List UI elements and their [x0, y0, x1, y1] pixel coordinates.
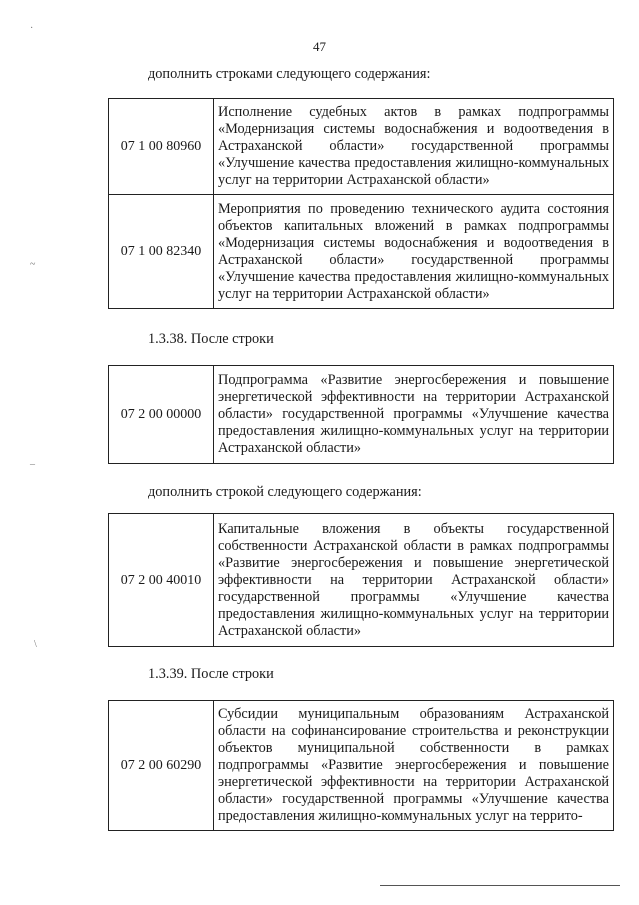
intro-text-rows: дополнить строками следующего содержания: — [148, 66, 431, 82]
intro-text-row: дополнить строкой следующего содержания: — [148, 484, 422, 500]
scan-speck: · — [30, 23, 34, 34]
budget-description-cell: Мероприятия по проведению технического аудита состояния объектов капитальных вложений в рамках подпрограммы «Модернизация системы водоснабжения и водоотведения в Астраханской области» государственной программы «Улучшение качества предоставления жилищно-коммунальных услуг на территории Астраханской области» — [214, 195, 614, 309]
budget-codes-table-1 — [108, 98, 614, 309]
budget-description-cell: Капитальные вложения в объекты государственной собственности Астраханской области в рамках подпрограммы «Развитие энергосбережения и повышение энергетической эффективности на территории Астраханской области» государственной программы «Улучшение качества предоставления жилищно-коммунальных услуг на территории Астраханской области» — [214, 514, 614, 647]
table-row — [109, 366, 614, 464]
scan-speck: – — [30, 459, 35, 470]
budget-codes-table-4 — [108, 700, 614, 831]
scan-speck: ~ — [30, 259, 36, 270]
budget-code-cell: 07 2 00 00000 — [109, 366, 214, 464]
table-row — [109, 99, 614, 195]
budget-code-cell: 07 2 00 60290 — [109, 701, 214, 831]
table-row — [109, 701, 614, 831]
budget-codes-table-3 — [108, 513, 614, 647]
budget-description-cell: Субсидии муниципальным образованиям Астраханской области на софинансирование строительства и реконструкции объектов муниципальной собственности в рамках подпрограммы «Развитие энергосбережения и повышение энергетической эффективности на территории Астраханской области» государственной программы «Улучшение качества предоставления жилищно-коммунальных услуг на террито- — [214, 701, 614, 831]
budget-description-cell: Подпрограмма «Развитие энергосбережения и повышение энергетической эффективности на территории Астраханской области» государственной программы «Улучшение качества предоставления жилищно-коммунальных услуг на территории Астраханской области» — [214, 366, 614, 464]
budget-description-cell: Исполнение судебных актов в рамках подпрограммы «Модернизация системы водоснабжения и водоотведения в Астраханской области» государственной программы «Улучшение качества предоставления жилищно-коммунальных услуг на территории Астраханской области» — [214, 99, 614, 195]
table-row — [109, 195, 614, 309]
bottom-rule — [380, 885, 620, 886]
page-number: 47 — [313, 39, 326, 54]
table-row — [109, 514, 614, 647]
section-heading-1-3-39: 1.3.39. После строки — [148, 666, 274, 682]
budget-code-cell: 07 1 00 80960 — [109, 99, 214, 195]
budget-code-cell: 07 2 00 40010 — [109, 514, 214, 647]
budget-code-cell: 07 1 00 82340 — [109, 195, 214, 309]
scan-speck: \ — [34, 639, 37, 650]
section-heading-1-3-38: 1.3.38. После строки — [148, 331, 274, 347]
budget-codes-table-2 — [108, 365, 614, 464]
